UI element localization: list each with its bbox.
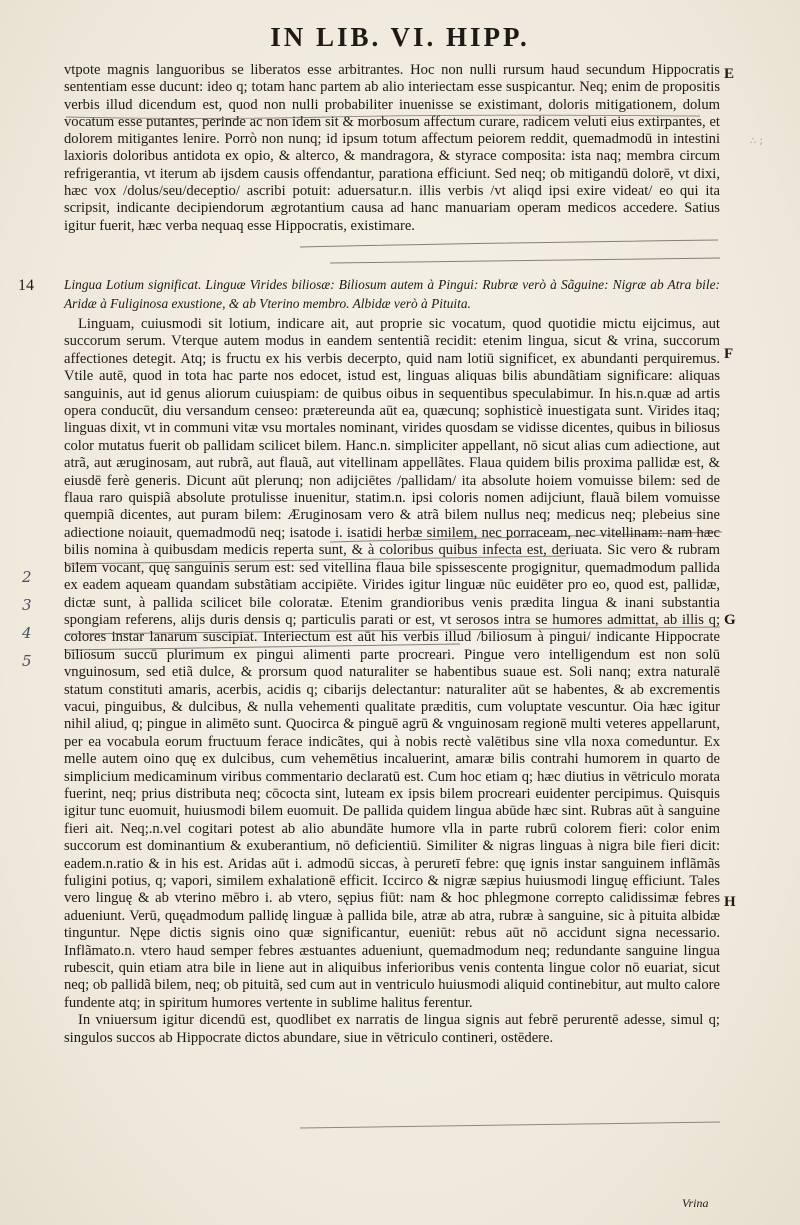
underline-stroke (330, 258, 720, 263)
handwritten-note: 5 (22, 652, 32, 670)
handwritten-note: 2 (22, 568, 32, 586)
margin-letter-g: G (724, 612, 736, 628)
lemma-text: Lingua Lotium significat. Linguæ Virides biliosæ: Biliosum autem à Pingui: Rubræ verò à Sãguine: Nigræ ab Atra bile: Aridæ à Fuliginosa exustione, & ab Vterino membro. Albidæ verò à Pituita. (64, 277, 720, 311)
underline-stroke (300, 240, 718, 247)
margin-letter-e: E (724, 66, 735, 82)
commentary (64, 316, 720, 1047)
lemma-number: 14 (18, 277, 34, 294)
underline-stroke (300, 1122, 720, 1128)
handwritten-note: 4 (22, 624, 32, 642)
commentary-paragraph: In vniuersum igitur dicendū est, quodlibet ex narratis de lingua signis aut febrē perurentē adesse, simul q; singulos succos ab Hippocrate dictos abundare, siue in vētriculo contineri, ostēdere. (64, 1012, 720, 1046)
catchword: Vrina (682, 1196, 709, 1210)
aphorism-lemma (64, 276, 720, 314)
margin-letter-h: H (724, 894, 736, 910)
margin-letter-f: F (724, 346, 734, 362)
commentary-paragraph: Linguam, cuiusmodi sit lotium, indicare ait, aut proprie sic vocatum, quod quotidie mictu eijcimus, aut succorum serum. Vterque autem modus in eandem sententiã recidit: etenim lingua, sicut & vrina, succorum affectiones detegit. Atq; is fructu ex his verbis decerpto, quid nam lotiū significet, ex abundanti perquiremus. Vtile autē, quod in tota hac parte nos edocet, istud est, linguas aliquas bilis abundãtiam significare: aliquas sanguinis, aut id genus aliorum cuiuspiam: de quibus oibus in sequentibus speculabimur. In his.n.quæ ad artis opera conducūt, diu versandum censeo: prætereunda aūt ea, quæcunq; sophisticè inuestigata sunt. Virides itaq; linguas dixit, vt in communi vitæ vsu mortales nominant, virides quosdam se vidisse dicentes, quibus in biliosus color mutatus fuerit ob pallidam scilicet bilem. Hanc.n. simpliciter appellant, nō sicut alias cum adiectione, aut atrã, aut æruginosam, aut rubrã, aut flauã, aut vitellinam appellãtes. Flaua quidem bilis proxima pallidæ est, & eiusdē ferè generis. Dicunt aūt plerunq; non adijciētes /pallidam/ ita absolute hoiem vomuisse bilem: sed de flaua raro quispiã absolute protulisse inuenitur, statim.n. ipsi coloris nomen adijciunt, flauã bilem vomuisse quempiã dicentes, aut puram bilem: Æruginosam vero & atrã bilem nullus neq; medicus neq; plebeius sine adiectione noiauit, quemadmodū neq; isatode i. isatidi herbæ similem, nec porraceam, nec vitellinam: nam hæc bilis nomina à quibusdam medicis reperta sunt, & à coloribus quibus infecta est, deriuata. Sic vero & rubram bilem vocant, quę sanguinis serum est: sed vitellina flaua bile spissescente progignitur, quemadmodum pallida ex eadem aqueam quandam substãtiam accipiēte. Virides igitur linguæ nūc euidēter pro eo, quod est, pallidæ, dictæ sunt, à pallida scilicet bile coloratæ. Etenim grandioribus venis prædita lingua & inani substantia spongiam referens, alijs duris densis q; particulis parati or est, vt serosos intra se humores admittat, ab illis q; colores instar lanarum suscipiat. Interiectum est aūt his verbis illud /biliosum à pingui/ indicante Hippocrate biliosum succū plurimum ex pingui alimenti parte procreari. Pingue vero intelligendum est non solū vnguinosum, sed etiã dulce, & prorsum quod naturaliter se habentibus suaue est. Soli nanq; extra naturalē statum constituti amaris, acerbis, acidis q; cibarijs delectantur: naturaliter aūt se habentes, & ab excrementis vacui, pinguibus, & dulcibus, & nulla vehementi qualitate præditis, cum voluptate vescuntur. Oia hæc igitur nihil aliud, q; pingue in alimēto sunt. Quocirca & pinguē agrū & vnguinosam regionē multi veteres appellarunt, per ea vocabula eorum fructuum ferace indicãtes, qui à nobis rectè valētibus sine vlla noxa comeduntur. Ex melle autem oino quę ex dulcibus, cum vehemētius incaluerint, amaræ bilis contrahi humorem in quarto de simplicium medicaminum viribus commentario declaratū est. Cum hoc etiam q; hæc diutius in vētriculo morata fuerint, neq; prius distributa neq; cōcocta sint, luteam ex ipsis bilem procreari euidenter percipimus. Quisquis igitur tunc euomuit, huiusmodi bilem euomuit. De pallida quidem lingua abūde hæc sint. Rubras aūt à sanguine fieri ait. Neq;.n.vel cogitari potest ab alio abundāte humore vlla in parte rubrū colorem fieri: color enim succorum est dominantium & exuberantium, nō deficientiū. Similiter & nigras linguas à nigra bile fieri dicit: eadem.n.ratio & in his est. Aridas aūt i. admodū siccas, à peruretī febre: quę ignis instar sanguinem inflãmãs fuligini potius, q; vapori, similem exhalationē efficit. Iccirco & nigræ sæpius huiusmodi linguę efficiunt. Tales vero linguę & ab vterino mēbro i. ab vtero, sępius fiūt: nam & hoc phlegmone correpto calidissimæ febres adueniunt. Verū, quęadmodum pallidę linguæ à pallida bile, atræ ab atra, rubræ à sanguine, sic à pituita albidæ tinguntur. Nępe dictis signis oino quæ significantur, eueniūt: rebus aūt nō accidunt signa necessario. Inflãmato.n. vtero haud semper febres æstuantes adueniunt, quemadmodum neq; redundante sanguine lingua rubescit, quin etiam atra bile in liene aut in aliquibus inferioribus venis contenta lingue color nō euariat, sicut neq; ob pallidã bilem, neq; ob pituitã, sed cum aut in ventriculo huiusmodi aliquid continebitur, aut multo calore fundente atq; in spiritum humores vertente in sublime halitus ferentur. (64, 316, 720, 1011)
intro-text: vtpote magnis languoribus se liberatos esse arbitrantes. Hoc non nulli rursum haud secundum Hippocratis sententiam esse ducunt: ideo q; totam hanc partem ab alio interiectam esse suspicantur. Neq; enim de propositis verbis illud dicendum est, quod non nulli probabiliter inuenisse se existimant, doloris mitigationem, dolum vocatum esse putantes, perinde ac non idem sit & morbosum affectum curare, radicem veluti eius extirpantes, et dolorem mitigantes lenire. Porrò non nunq; id ipsum totum affectum peiorem reddit, quemadmodū in intestini laxioris doloribus antidota ex opio, & alterco, & mandragora, & styrace composita: ista naq; membra circum refrigerantia, vt iterum ab ijsdem causis offendantur, parationa efficiunt. Sed neq; ob mitigandū dolorē, vt dixi, hæc vox /dolus/seu/deceptio/ ascribi potuit: aduersatur.n. illis verbis /vt aliqd ipsi exire videat/ eo qui ita scripsit, indicante decipiendorum ægrotantium causa ad hanc manuariam operam medicos accedere. Satius igitur fuerit, hæc verba nequaq esse Hippocratis, existimare. (64, 62, 720, 234)
intro-paragraph (64, 62, 720, 235)
faint-margin-mark: ∴ ; (750, 136, 763, 147)
running-header: IN LIB. VI. HIPP. (270, 22, 530, 52)
handwritten-note: 3 (22, 596, 32, 614)
